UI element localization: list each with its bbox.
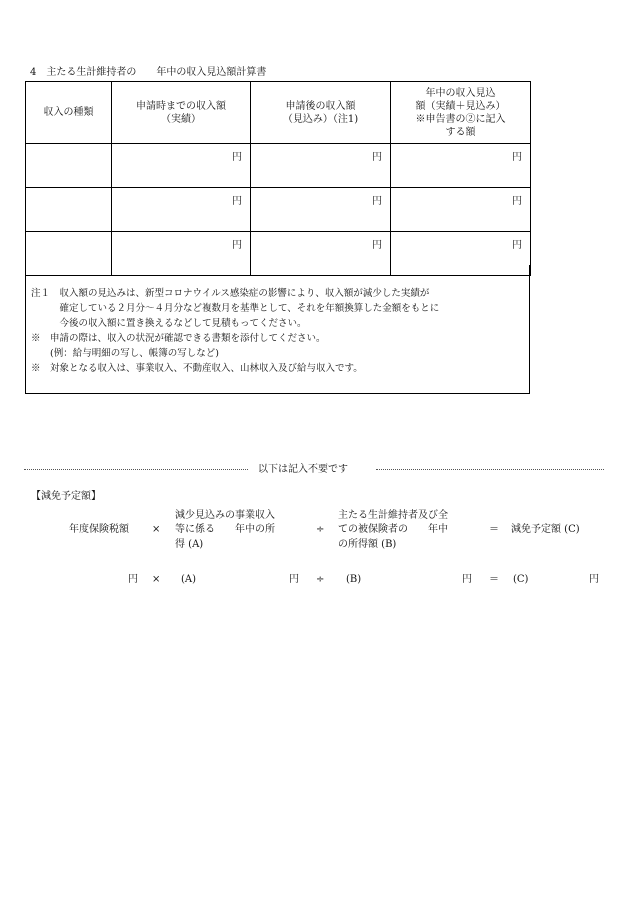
formula-reduced-income-line: 等に係る 年中の所 — [175, 524, 275, 535]
amount-cell[interactable]: 円 — [112, 232, 251, 276]
table-row — [26, 188, 531, 232]
income-type-cell[interactable] — [26, 144, 112, 188]
value-b[interactable]: (B) — [346, 574, 362, 585]
separator-line-left — [24, 469, 248, 470]
note-line: 確定している２月分～４月分など複数月を基準として、それを年額換算した金額をもとに — [31, 303, 440, 314]
value-a[interactable]: (A) — [181, 574, 197, 585]
income-estimate-table — [25, 81, 531, 276]
section-title: 4 主たる生計維持者の 年中の収入見込額計算書 — [30, 67, 267, 78]
separator-text: 以下は記入不要です — [258, 464, 348, 475]
amount-cell[interactable]: 円 — [391, 232, 531, 276]
value-times: × — [152, 574, 161, 585]
note-line: ※ 申請の際は、収入の状況が確認できる書類を添付してください。 — [31, 333, 326, 344]
formula-equals: ＝ — [489, 524, 499, 535]
amount-cell[interactable]: 円 — [112, 188, 251, 232]
income-type-cell[interactable] — [26, 188, 112, 232]
note-line: 今後の収入額に置き換えるなどして見積もってください。 — [31, 318, 307, 329]
formula-tax-amount: 年度保険税額 — [69, 524, 129, 535]
header-income-after-application: 申請後の収入額 （見込み）（注1) — [251, 82, 391, 144]
note-line: ※ 対象となる収入は、事業収入、不動産収入、山林収入及び給与収入です。 — [31, 363, 363, 374]
value-unit-c: 円 — [589, 574, 599, 585]
note-line: (例：給与明細の写し、帳簿の写しなど) — [31, 348, 219, 359]
formula-times: × — [152, 524, 161, 535]
table-header-row — [26, 82, 531, 144]
reduction-heading: 【減免予定額】 — [31, 491, 101, 502]
value-divide: ÷ — [316, 574, 325, 585]
value-unit-tax: 円 — [128, 574, 138, 585]
formula-result: 減免予定額 (C) — [511, 524, 580, 535]
value-unit-b: 円 — [462, 574, 472, 585]
header-income-until-application: 申請時までの収入額 （実績） — [112, 82, 251, 144]
table-row — [26, 144, 531, 188]
separator-line-right — [376, 469, 604, 470]
formula-divide: ÷ — [316, 524, 325, 535]
value-equals: ＝ — [489, 574, 499, 585]
value-c[interactable]: (C) — [513, 574, 529, 585]
amount-cell[interactable]: 円 — [391, 144, 531, 188]
amount-cell[interactable]: 円 — [391, 188, 531, 232]
amount-cell[interactable]: 円 — [251, 144, 391, 188]
amount-cell[interactable]: 円 — [251, 232, 391, 276]
notes-box — [25, 265, 530, 394]
formula-reduced-income-line: 得 (A) — [175, 539, 204, 550]
formula-total-income-line: の所得額 (B) — [338, 539, 397, 550]
formula-total-income-line: ての被保険者の 年中 — [338, 524, 448, 535]
amount-cell[interactable]: 円 — [112, 144, 251, 188]
formula-total-income-line: 主たる生計維持者及び全 — [338, 510, 448, 521]
formula-reduced-income-line: 減少見込みの事業収入 — [175, 510, 275, 521]
header-income-type: 収入の種類 — [26, 82, 112, 144]
note-line: 注１ 収入額の見込みは、新型コロナウイルス感染症の影響により、収入額が減少した実績が — [31, 288, 430, 299]
amount-cell[interactable]: 円 — [251, 188, 391, 232]
header-annual-estimate: 年中の収入見込 額（実績＋見込み） ※申告書の②に記入 する額 — [391, 82, 531, 144]
value-unit-a: 円 — [289, 574, 299, 585]
